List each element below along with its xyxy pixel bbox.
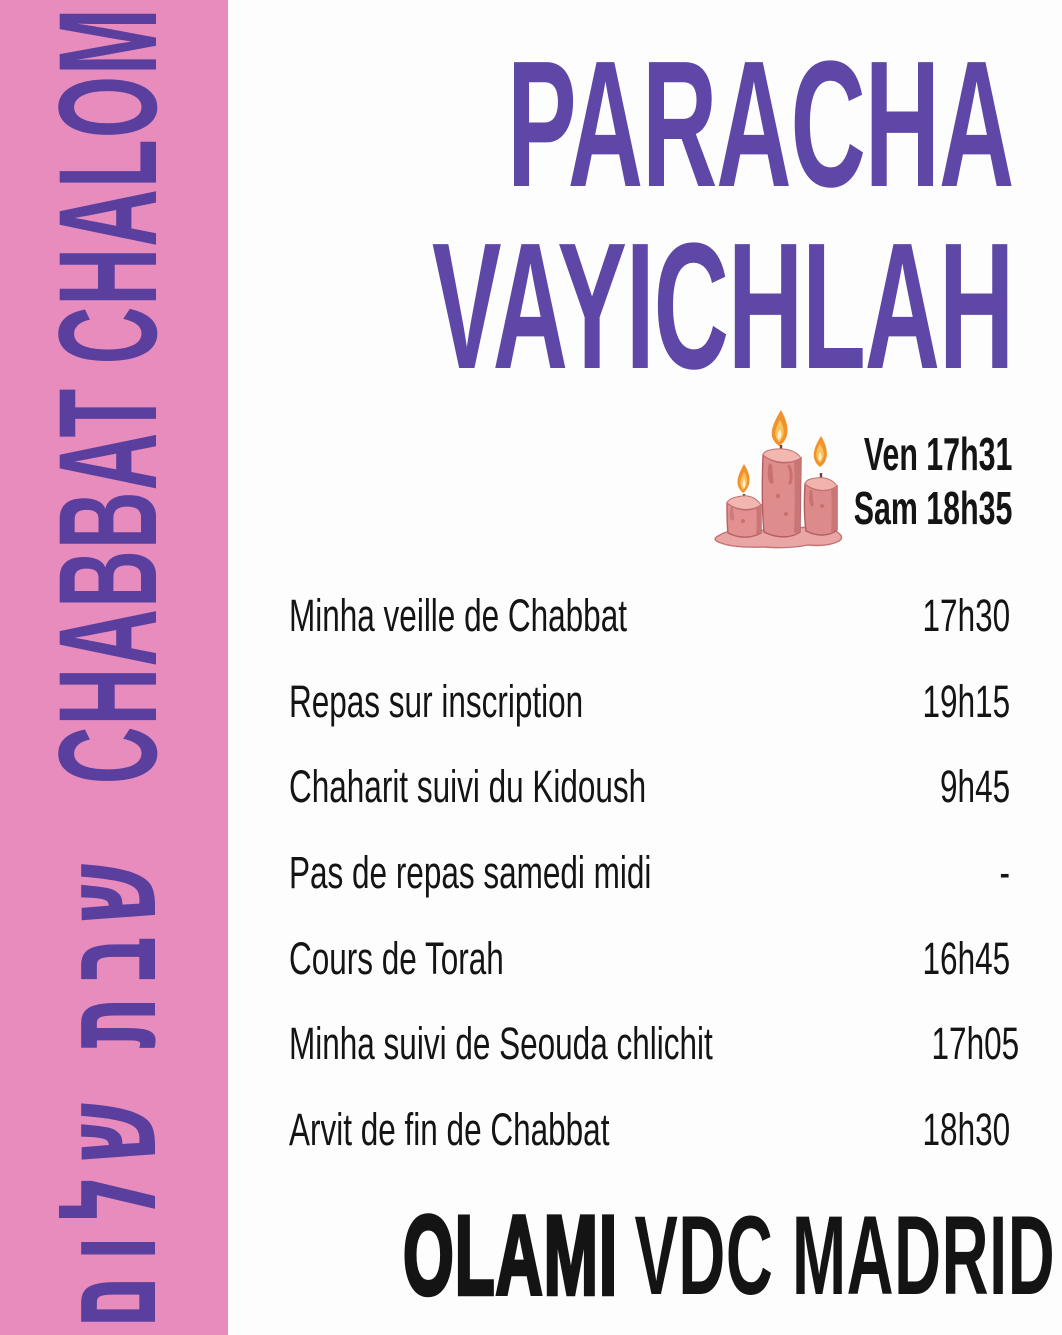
schedule-row <box>289 932 1010 1021</box>
title-line1: PARACHA <box>506 24 1013 225</box>
shabbat-shalom-hebrew-label: שבת שלום <box>29 849 187 1329</box>
schedule-label: Pas de repas samedi midi <box>289 847 652 899</box>
schedule-time: 19h15 <box>922 675 1010 727</box>
schedule-row <box>289 592 1010 678</box>
schedule-label: Repas sur inscription <box>289 675 584 727</box>
olami-logo: OLAMI <box>403 1193 619 1318</box>
schedule-time: 9h45 <box>939 761 1010 813</box>
schedule-table <box>289 590 1020 1192</box>
shabbat-candles-icon <box>710 406 850 551</box>
schedule-label: Cours de Torah <box>289 932 504 984</box>
friday-lighting-time: Ven 17h31 <box>863 428 1012 480</box>
schedule-time: 17h05 <box>931 1018 1020 1070</box>
schedule-label: Chaharit suivi du Kidoush <box>289 761 647 813</box>
schedule-time: - <box>999 847 1010 899</box>
parasha-title <box>431 24 1013 407</box>
schedule-row <box>289 849 1010 935</box>
schedule-time: 17h30 <box>922 590 1010 641</box>
side-band <box>0 0 228 1335</box>
side-band-rotated-text <box>29 6 187 1329</box>
schedule-time: 16h45 <box>922 932 1010 984</box>
saturday-havdala-time: Sam 18h35 <box>853 482 1012 534</box>
schedule-row <box>289 1106 1010 1192</box>
footer-logo <box>403 1193 1056 1318</box>
schedule-row <box>289 763 1010 849</box>
candle-lighting-times <box>853 427 1012 535</box>
schedule-row <box>289 1018 1020 1106</box>
title-line2: VAYICHLAH <box>431 206 1013 407</box>
chabbat-chalom-label: CHABBAT CHALOM <box>29 6 186 784</box>
schedule-label: Minha veille de Chabbat <box>289 590 627 641</box>
schedule-time: 18h30 <box>922 1104 1010 1156</box>
schedule-label: Minha suivi de Seouda chlichit <box>289 1018 713 1070</box>
schedule-label: Arvit de fin de Chabbat <box>289 1104 610 1156</box>
footer-location-label: VDC MADRID <box>634 1193 1056 1318</box>
schedule-row <box>289 675 1010 764</box>
